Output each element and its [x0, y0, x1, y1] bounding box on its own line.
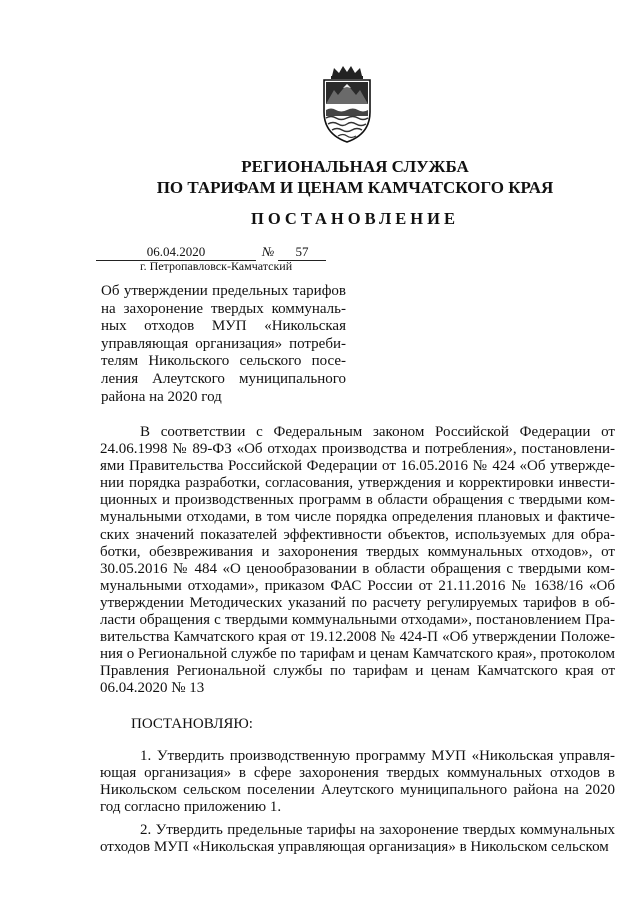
resolve-heading: ПОСТАНОВЛЯЮ:	[131, 716, 253, 732]
clause-2-paragraph: 2. Утвердить предельные тарифы на захоронение твердых коммунальных отходов МУП «Никольская управляющая организация» в Никольском сельском	[100, 822, 615, 856]
document-number: 57	[278, 244, 326, 261]
clause-1-paragraph: 1. Утвердить производственную программу МУП «Никольская управляющая организация» в сфере захоронения твердых коммунальных отходов в Никольском сельском поселении Алеутского муниципального района на 2020 год согласно приложению 1.	[100, 748, 615, 816]
org-name-line2: ПО ТАРИФАМ И ЦЕНАМ КАМЧАТСКОГО КРАЯ	[156, 178, 554, 197]
preamble-paragraph: В соответствии с Федеральным законом Российской Федерации от 24.06.1998 № 89-ФЗ «Об отходах производства и потребления», постановлениями Правительства Российской Федерации от 16.05.2016 № 424 «Об утверждении порядка разработки, согласования, утверждения и корректировки инвестиционных и производственных программ в области обращения с твердыми коммунальными отходами, в том числе порядка определения плановых и фактических значений показателей эффективности объектов, используемых для обработки, обезвреживания и захоронения твердых коммунальных отходов», от 30.05.2016 № 484 «О ценообразовании в области обращения с твердыми коммунальными отходами», приказом ФАС России от 21.11.2016 № 1638/16 «Об утверждении Методических указаний по расчету регулируемых тарифов в области обращения с твердыми коммунальными отходами», постановлением Правительства Камчатского края от 19.12.2008 № 424-П «Об утверждении Положения о Региональной службе по тарифам и ценам Камчатского края», протоколом Правления Региональной службы по тарифам и ценам Камчатского края от 06.04.2020 № 13	[100, 424, 615, 697]
number-label: №	[262, 244, 275, 259]
document-subject: Об утверждении предельных тарифов на захоронение твердых коммунальных отходов МУП «Никольская управляющая организация» потребителям Никольского сельского поселения Алеутского муниципального района на 2020 год	[101, 283, 346, 405]
document-date: 06.04.2020	[96, 244, 256, 261]
kamchatka-coat-of-arms-icon	[316, 64, 378, 144]
document-type-title: ПОСТАНОВЛЕНИЕ	[251, 209, 459, 228]
issue-city: г. Петропавловск-Камчатский	[140, 259, 293, 273]
org-name-line1: РЕГИОНАЛЬНАЯ СЛУЖБА	[241, 157, 469, 176]
